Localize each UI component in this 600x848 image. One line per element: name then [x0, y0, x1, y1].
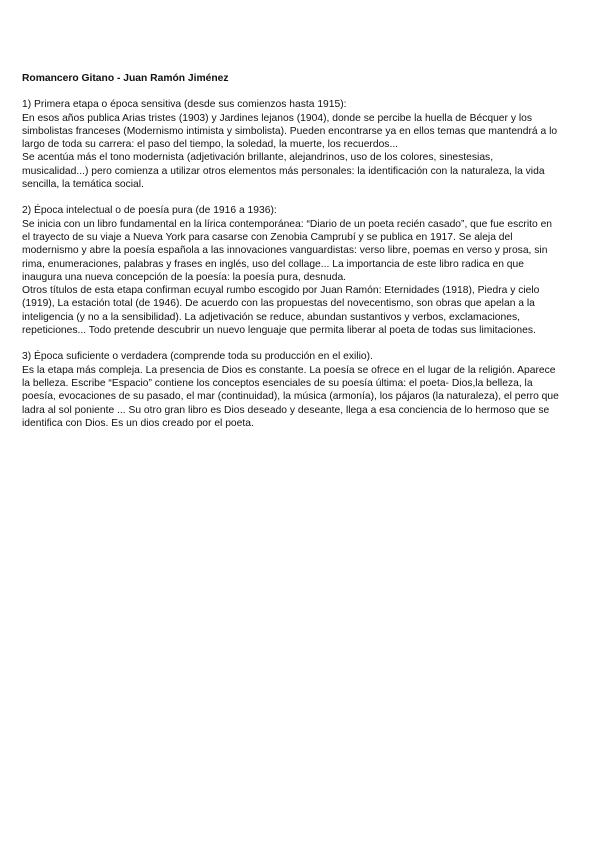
paragraph-line: rima, enumeraciones, palabras y frases en inglés, uso del collage... La importancia de este libro radica en que [22, 258, 524, 270]
paragraph-line: Se acentúa más el tono modernista (adjetivación brillante, alejandrinos, uso de los colores, sinestesias, [22, 152, 494, 164]
section-epoca-suficiente [22, 350, 600, 430]
section-heading: 1) Primera etapa o época sensitiva (desde sus comienzos hasta 1915): [22, 99, 347, 111]
paragraph-line: la belleza. Escribe “Espacio” contiene los conceptos esenciales de su poesía última: el poeta- Dios,la belleza, la [22, 377, 533, 389]
paragraph-line: modernismo y abre la poesía española a las innovaciones vanguardistas: verso libre, poemas en verso y prosa, sin [22, 245, 548, 257]
paragraph-line: Es la etapa más compleja. La presencia de Dios es constante. La poesía se ofrece en el lugar de la religión. Aparece [22, 364, 556, 376]
paragraph-line: inaugura una nueva concepción de la poesía: la poesía pura, desnuda. [22, 271, 347, 283]
paragraph-line: repeticiones... Todo pretende descubrir un nuevo lenguaje que permita liberar al poeta de todas sus limitaciones. [22, 325, 536, 337]
paragraph-line: poesía, evocaciones de su pasado, el mar (continuidad), la música (armonía), los pájaros (la naturaleza), el perro que [22, 391, 559, 403]
paragraph-line: simbolistas franceses (Modernismo intimista y simbolista). Pueden encontrarse ya en ellos temas que mantendrá a lo [22, 125, 558, 137]
paragraph-line: identifica con Dios. Es un dios creado por el poeta. [22, 417, 254, 429]
document-title: Romancero Gitano - Juan Ramón Jiménez [22, 73, 229, 84]
section-heading: 2) Época intelectual o de poesía pura (de 1916 a 1936): [22, 205, 277, 217]
paragraph-line: musicalidad...) pero comienza a utilizar otros elementos más personales: la identificación con la naturaleza, la vida [22, 165, 545, 177]
paragraph-line: Otros títulos de esta etapa confirman ecuyal rumbo escogido por Juan Ramón: Eternidades (1918), Piedra y cielo [22, 285, 540, 297]
section-primera-etapa [22, 98, 600, 191]
paragraph-line: el trayecto de su viaje a Nueva York para casarse con Zenobia Camprubí y se publica en 1917. Se aleja del [22, 231, 513, 243]
paragraph-line: Se inicia con un libro fundamental en la lírica contemporánea: “Diario de un poeta recién casado”, que fue escrito en [22, 218, 553, 230]
paragraph-line: En esos años publica Arias tristes (1903) y Jardines lejanos (1904), donde se percibe la huella de Bécquer y los [22, 112, 532, 124]
section-heading: 3) Época suficiente o verdadera (comprende toda su producción en el exilio). [22, 351, 373, 363]
document-page [22, 72, 600, 443]
paragraph-line: largo de toda su carrera: el paso del tiempo, la soledad, la muerte, los recuerdos... [22, 139, 399, 151]
paragraph-line: sencilla, la temática social. [22, 179, 144, 191]
section-epoca-intelectual [22, 204, 600, 337]
paragraph-line: inteligencia (y no a la sensibilidad). La adjetivación se reduce, abundan sustantivos y verbos, exclamaciones, [22, 311, 520, 323]
paragraph-line: (1919), La estación total (de 1946). De acuerdo con las propuestas del novecentismo, son obras que apelan a la [22, 298, 535, 310]
paragraph-line: ladra al sol poniente ... Su otro gran libro es Dios deseado y deseante, llega a esa conciencia de lo hermoso que se [22, 404, 550, 416]
